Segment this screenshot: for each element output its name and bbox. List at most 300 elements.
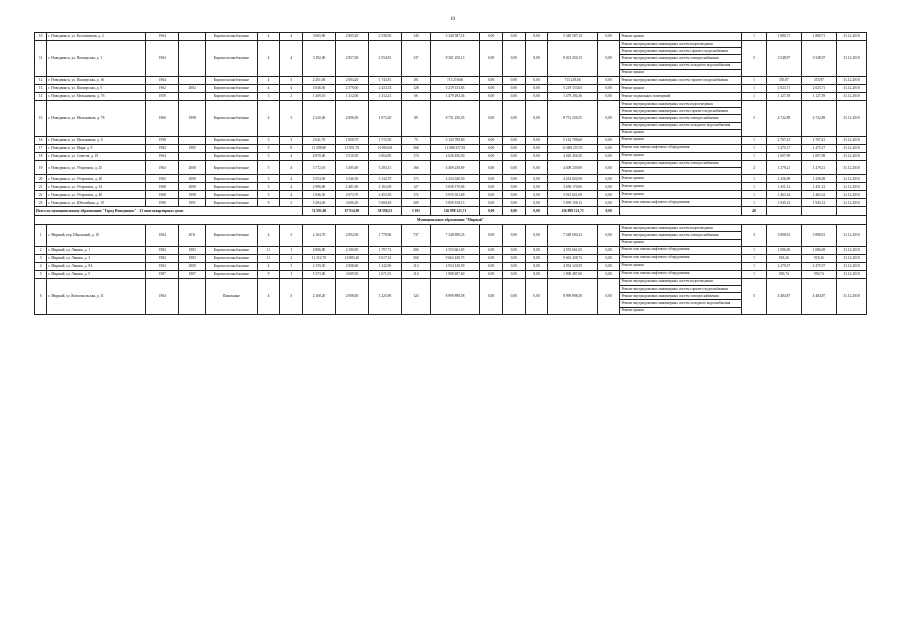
work-item: Ремонт подвальных помещений — [621, 93, 671, 98]
cell-own: 11 688 257,91 — [548, 144, 597, 152]
cell-cost: 4 409 239,69 — [430, 160, 479, 174]
cell-max: 1 279,21 — [801, 160, 836, 174]
cell-address: г. Новодвинск, ул. Юбилейная, д. 19 — [47, 199, 146, 207]
cell-c2: 0,00 — [502, 41, 525, 77]
cell-sp: 2 — [742, 160, 767, 174]
cell-floors: 5 — [257, 160, 280, 174]
cell-n: 23 — [35, 199, 47, 207]
work-item: Ремонт внутридомовых инженерных систем электроснабжения — [620, 232, 741, 239]
cell-a1: 2 986,80 — [303, 183, 336, 191]
cell-a3: 2 538,50 — [368, 33, 401, 41]
cell-c1: 0,00 — [480, 136, 503, 144]
cell-c5: 0,00 — [597, 160, 620, 174]
cell-rec: 2008 — [179, 160, 206, 174]
cell-ent: 3 — [280, 136, 303, 144]
cell-n: 21 — [35, 183, 47, 191]
cell-year: 1968 — [146, 191, 179, 199]
cell-rec — [179, 76, 206, 84]
cell-ent: 4 — [280, 191, 303, 199]
cell-n: 13 — [35, 84, 47, 92]
table-row — [35, 262, 867, 270]
cell-rec — [179, 152, 206, 160]
table-row — [35, 152, 867, 160]
cell-address: г. Новодвинск, ул. Пионерская, д. 16 — [47, 76, 146, 84]
cell-sp: 1 — [742, 136, 767, 144]
cell-wall: Кирпич шлакоблочные — [206, 92, 258, 100]
cell-rec: 2002 — [179, 84, 206, 92]
work-item: Ремонт внутридомовых инженерных систем горячего водоснабжения — [620, 48, 741, 55]
cell-max: 4 484,87 — [801, 278, 836, 314]
cell-own: 5 219 153,63 — [548, 84, 597, 92]
cell-c1: 0,00 — [480, 92, 503, 100]
cell-spec: 1 007,99 — [766, 152, 801, 160]
work-item: Ремонт внутридомовых инженерных систем холодного водоснабжения — [620, 123, 741, 130]
cell-sp: 1 — [742, 175, 767, 183]
cell-a2: 3 609,50 — [335, 270, 368, 278]
cell-a1: 3 065,90 — [303, 33, 336, 41]
cell-people: 140 — [401, 33, 430, 41]
cell-a2: 2 579,00 — [335, 84, 368, 92]
cell-c5: 0,00 — [597, 225, 620, 247]
cell-c1: 0,00 — [480, 246, 503, 254]
cell-people: 209 — [401, 199, 430, 207]
cell-c5: 0,00 — [597, 278, 620, 314]
cell-cost: 1 479 294,36 — [430, 92, 479, 100]
cell-a1: 2 168,20 — [303, 278, 336, 314]
work-list-cell — [620, 100, 742, 136]
work-list-cell — [620, 175, 742, 183]
cell-cost: 5 340 587,14 — [430, 33, 479, 41]
cell-max: 1 007,99 — [801, 152, 836, 160]
cell-year: 1960 — [146, 100, 179, 136]
cell-a1: 5 373,90 — [303, 270, 336, 278]
cell-spec: 1 880,71 — [766, 33, 801, 41]
work-item: Ремонт крыши — [621, 168, 645, 173]
cell-year: 1982 — [146, 144, 179, 152]
work-item: Ремонт крыши — [621, 175, 645, 180]
cell-date: 31.12.2018 — [836, 92, 866, 100]
cell-max: 1 475,17 — [801, 144, 836, 152]
cell-c3: 0,00 — [525, 183, 548, 191]
cell-max: 1 086,69 — [801, 246, 836, 254]
work-list-cell — [620, 262, 742, 270]
cell-c3: 0,00 — [525, 199, 548, 207]
cell-c5: 0,00 — [597, 76, 620, 84]
cell-c1: 0,00 — [480, 41, 503, 77]
cell-n: 16 — [35, 136, 47, 144]
cell-spec: 4 722,89 — [766, 100, 801, 136]
cell-year: 1964 — [146, 278, 179, 314]
cell-a1: 3 046,50 — [303, 84, 336, 92]
cell-wall: Кирпич шлакоблочные — [206, 41, 258, 77]
cell-c3: 0,00 — [525, 84, 548, 92]
cell-address: г. Новодвинск, ул. Пионерская, д. 1 — [47, 41, 146, 77]
cell-people: 110 — [401, 270, 430, 278]
work-item: Ремонт внутридомовых инженерных систем холодного водоснабжения — [620, 300, 741, 307]
cell-a1: 2 164,70 — [303, 225, 336, 247]
cell-c3: 0,00 — [525, 254, 548, 262]
cell-own: 1 908 487,60 — [548, 270, 597, 278]
cell-c1: 0,00 — [480, 183, 503, 191]
cell-sp: 5 — [742, 41, 767, 77]
cell-a2: 10 883,40 — [335, 254, 368, 262]
cell-ent: 3 — [280, 225, 303, 247]
cell-c5: 0,00 — [597, 33, 620, 41]
cell-year: 1962 — [146, 84, 179, 92]
cell-a2: 2 096,00 — [335, 100, 368, 136]
cell-spec: 1 256,09 — [766, 175, 801, 183]
work-item: Ремонт или замена лифтового оборудования — [621, 247, 690, 252]
cell-people: 66 — [401, 92, 430, 100]
cell-c2: 0,00 — [502, 246, 525, 254]
cell-a3: 5 617,33 — [368, 254, 401, 262]
work-list-cell — [620, 76, 742, 84]
cell-own: 9 662 438,73 — [548, 254, 597, 262]
cell-c3: 0,00 — [525, 136, 548, 144]
cell-people: 737 — [401, 225, 430, 247]
cell-c5: 0,00 — [597, 136, 620, 144]
cell-date: 31.12.2018 — [836, 199, 866, 207]
cell-date: 31.12.2018 — [836, 225, 866, 247]
cell-max: 918,26 — [801, 254, 836, 262]
total-c2: 0,00 — [502, 207, 525, 216]
cell-year: 1964 — [146, 152, 179, 160]
cell-floors: 3 — [257, 92, 280, 100]
cell-ent: 2 — [280, 254, 303, 262]
page-number: 10 — [450, 17, 455, 22]
cell-a2: 2 004,20 — [335, 76, 368, 84]
cell-ent: 4 — [280, 41, 303, 77]
cell-c1: 0,00 — [480, 199, 503, 207]
cell-date: 31.12.2018 — [836, 254, 866, 262]
cell-sp: 1 — [742, 191, 767, 199]
cell-cost: 8 301 250,13 — [430, 41, 479, 77]
cell-people: 124 — [401, 278, 430, 314]
cell-a3: 1 225,90 — [368, 278, 401, 314]
cell-c1: 0,00 — [480, 270, 503, 278]
cell-cost: 3 915 021,69 — [430, 191, 479, 199]
cell-sp: 1 — [742, 270, 767, 278]
work-item: Ремонт крыши — [621, 240, 645, 245]
work-item: Ремонт внутридомовых инженерных систем водоотведения — [620, 225, 741, 232]
cell-c3: 0,00 — [525, 41, 548, 77]
work-item: Ремонт внутридомовых инженерных систем горячего водоснабжения — [620, 286, 741, 293]
cell-sp: 1 — [742, 76, 767, 84]
work-item: Ремонт или замена лифтового оборудования — [621, 271, 690, 276]
cell-a3: 2 433,53 — [368, 84, 401, 92]
cell-rec — [179, 41, 206, 77]
cell-c1: 0,00 — [480, 33, 503, 41]
cell-a2: 3 495,00 — [335, 160, 368, 174]
cell-cost: 11 688 257,91 — [430, 144, 479, 152]
cell-c2: 0,00 — [502, 199, 525, 207]
cell-sp: 1 — [742, 33, 767, 41]
cell-wall: Кирпич шлакоблочные — [206, 191, 258, 199]
work-item: Ремонт внутридомовых инженерных систем водоотведения — [620, 41, 741, 48]
cell-spec: 1 086,69 — [766, 246, 801, 254]
cell-wall: Кирпич шлакоблочные — [206, 199, 258, 207]
cell-address: г. Новодвинск, ул. Уборевича, д. 28 — [47, 175, 146, 183]
cell-floors: 4 — [257, 41, 280, 77]
cell-sp: 1 — [742, 254, 767, 262]
cell-c3: 0,00 — [525, 262, 548, 270]
total-a1: 74 581,60 — [303, 207, 336, 216]
cell-people: 75 — [401, 136, 430, 144]
cell-own: 7 348 690,23 — [548, 225, 597, 247]
cell-own: 8 751 256,55 — [548, 100, 597, 136]
cell-sp: 1 — [742, 152, 767, 160]
cell-ent: 1 — [280, 246, 303, 254]
cell-address: г. Новодвинск, ул. Уборевича, д. 34 — [47, 183, 146, 191]
cell-a2: 2 092,00 — [335, 225, 368, 247]
cell-sp: 1 — [742, 183, 767, 191]
cell-a3: 1 671,91 — [368, 270, 401, 278]
work-item: Ремонт внутридомовых инженерных систем электроснабжения — [620, 161, 741, 168]
table-row — [35, 175, 867, 183]
register-sheet — [34, 32, 867, 315]
table-row — [35, 33, 867, 41]
cell-ent: 4 — [280, 84, 303, 92]
cell-n: 12 — [35, 76, 47, 84]
cell-year: 1963 — [146, 160, 179, 174]
table-row — [35, 278, 867, 314]
cell-wall: Кирпич шлакоблочные — [206, 152, 258, 160]
cell-a3: 3 068,49 — [368, 199, 401, 207]
cell-people: 166 — [401, 160, 430, 174]
cell-c1: 0,00 — [480, 144, 503, 152]
cell-spec: 918,26 — [766, 254, 801, 262]
cell-a3: 1 743,81 — [368, 76, 401, 84]
cell-people: 113 — [401, 262, 430, 270]
table-row — [35, 191, 867, 199]
cell-floors: 3 — [257, 136, 280, 144]
cell-n: 11 — [35, 41, 47, 77]
cell-ent: 3 — [280, 262, 303, 270]
work-list-cell — [620, 254, 742, 262]
cell-rec: 2011 — [179, 225, 206, 247]
work-item: Ремонт или замена лифтового оборудования — [621, 145, 690, 150]
cell-max: 1 127,59 — [801, 92, 836, 100]
cell-sp: 1 — [742, 246, 767, 254]
cell-own: 5 859 158,13 — [548, 199, 597, 207]
cell-year: 1982 — [146, 246, 179, 254]
table-row — [35, 160, 867, 174]
total-sp: 48 — [742, 207, 767, 216]
cell-n: 15 — [35, 100, 47, 136]
table-row — [35, 246, 867, 254]
cell-address: г. Мирный, ул. Ленина, д. 1 — [47, 246, 146, 254]
total-empty — [836, 207, 866, 216]
cell-a3: 3 064,90 — [368, 152, 401, 160]
work-list-cell — [620, 225, 742, 247]
cell-spec: 1 945,12 — [766, 199, 801, 207]
cell-own: 4 409 239,69 — [548, 160, 597, 174]
cell-date: 31.12.2018 — [836, 262, 866, 270]
cell-year: 1990 — [146, 199, 179, 207]
work-list-cell — [620, 84, 742, 92]
cell-c5: 0,00 — [597, 246, 620, 254]
cell-date: 31.12.2018 — [836, 41, 866, 77]
work-item: Ремонт внутридомовых инженерных систем водоотведения — [620, 101, 741, 108]
cell-n: 5 — [35, 270, 47, 278]
cell-c5: 0,00 — [597, 254, 620, 262]
cell-c2: 0,00 — [502, 100, 525, 136]
cell-cost: 1 908 487,60 — [430, 270, 479, 278]
cell-rec — [179, 33, 206, 41]
cell-cost: 5 219 153,63 — [430, 84, 479, 92]
cell-a3: 1 972,20 — [368, 100, 401, 136]
cell-address: г. Новодвинск, ул. Пионерская, д. 5 — [47, 84, 146, 92]
cell-rec — [179, 136, 206, 144]
cell-n: 17 — [35, 144, 47, 152]
cell-max: 355,87 — [801, 76, 836, 84]
cell-c3: 0,00 — [525, 175, 548, 183]
table-row — [35, 199, 867, 207]
cell-c1: 0,00 — [480, 84, 503, 92]
cell-address: г. Новодвинск, ул. Советов, д. 19 — [47, 152, 146, 160]
cell-n: 3 — [35, 254, 47, 262]
cell-cost: 4 254 020,50 — [430, 175, 479, 183]
cell-a2: 2 805,20 — [335, 33, 368, 41]
work-item: Ремонт внутридомовых инженерных систем электроснабжения — [620, 293, 741, 300]
work-item: Ремонт внутридомовых инженерных систем водоотведения — [620, 279, 741, 286]
cell-date: 31.12.2018 — [836, 278, 866, 314]
cell-year: 1964 — [146, 33, 179, 41]
cell-year: 1958 — [146, 136, 179, 144]
cell-spec: 1 451,12 — [766, 183, 801, 191]
cell-a2: 2 857,00 — [335, 41, 368, 77]
cell-spec: 1 127,59 — [766, 92, 801, 100]
table-row — [35, 41, 867, 77]
cell-wall: Кирпич шлакоблочные — [206, 262, 258, 270]
total-empty — [766, 207, 801, 216]
cell-own: 713 218,66 — [548, 76, 597, 84]
work-list-cell — [620, 183, 742, 191]
cell-address: г. Мирный, ул. Ленина, д. 9А — [47, 262, 146, 270]
cell-year: 1963 — [146, 262, 179, 270]
cell-sp: 1 — [742, 199, 767, 207]
cell-floors: 4 — [257, 84, 280, 92]
total-works — [620, 207, 742, 216]
cell-cost: 4 954 120,59 — [430, 262, 479, 270]
cell-a1: 2 201,00 — [303, 76, 336, 84]
cell-c3: 0,00 — [525, 144, 548, 152]
cell-max: 2 767,41 — [801, 136, 836, 144]
cell-address: г. Новодвинск, ул. Уборевича, д. 40 — [47, 191, 146, 199]
cell-wall: Кирпич шлакоблочные — [206, 84, 258, 92]
cell-c5: 0,00 — [597, 41, 620, 77]
cell-c1: 0,00 — [480, 262, 503, 270]
cell-date: 31.12.2018 — [836, 136, 866, 144]
work-list-cell — [620, 144, 742, 152]
cell-c1: 0,00 — [480, 100, 503, 136]
work-list-cell — [620, 92, 742, 100]
total-c1: 0,00 — [480, 207, 503, 216]
cell-sp: 1 — [742, 144, 767, 152]
cell-c1: 0,00 — [480, 225, 503, 247]
cell-a3: 1 342,90 — [368, 262, 401, 270]
cell-c5: 0,00 — [597, 152, 620, 160]
cell-people: 568 — [401, 254, 430, 262]
cell-c2: 0,00 — [502, 76, 525, 84]
cell-a1: 3 554,50 — [303, 175, 336, 183]
cell-a1: 5 294,20 — [303, 199, 336, 207]
cell-people: 137 — [401, 41, 430, 77]
work-item: Ремонт крыши — [621, 70, 645, 75]
cell-c3: 0,00 — [525, 92, 548, 100]
cell-a1: 1 469,10 — [303, 92, 336, 100]
cell-spec: 2 767,41 — [766, 136, 801, 144]
cell-c5: 0,00 — [597, 175, 620, 183]
cell-date: 31.12.2018 — [836, 76, 866, 84]
cell-year: 1968 — [146, 183, 179, 191]
cell-cost: 4 553 661,65 — [430, 246, 479, 254]
table-row — [35, 100, 867, 136]
cell-c3: 0,00 — [525, 191, 548, 199]
cell-c3: 0,00 — [525, 100, 548, 136]
cell-c2: 0,00 — [502, 278, 525, 314]
work-list-cell — [620, 33, 742, 41]
cell-c2: 0,00 — [502, 160, 525, 174]
cell-cost: 4 020 456,50 — [430, 152, 479, 160]
cell-year: 1963 — [146, 41, 179, 77]
cell-a3: 1 797,72 — [368, 246, 401, 254]
cell-a1: 4 886,80 — [303, 246, 336, 254]
cell-wall: Кирпич шлакоблочные — [206, 144, 258, 152]
work-item: Ремонт внутридомовых инженерных систем электроснабжения — [620, 115, 741, 122]
work-list-cell — [620, 136, 742, 144]
work-list-cell — [620, 278, 742, 314]
cell-sp: 1 — [742, 84, 767, 92]
cell-a1: 2 159,50 — [303, 262, 336, 270]
total-c3: 0,00 — [525, 207, 548, 216]
cell-c3: 0,00 — [525, 33, 548, 41]
cell-wall: Кирпич шлакоблочные — [206, 33, 258, 41]
cell-people: 127 — [401, 183, 430, 191]
cell-rec: 2008 — [179, 183, 206, 191]
cell-floors: 11 — [257, 246, 280, 254]
cell-year: 1987 — [146, 270, 179, 278]
cell-c2: 0,00 — [502, 191, 525, 199]
cell-a2: 4 190,90 — [335, 246, 368, 254]
cell-a2: 11 851,70 — [335, 144, 368, 152]
cell-address: г. Мирный, ул. Комсомольская, д. 11 — [47, 278, 146, 314]
cell-floors: 4 — [257, 278, 280, 314]
cell-spec: 355,87 — [766, 76, 801, 84]
cell-rec: 2009 — [179, 262, 206, 270]
cell-floors: 4 — [257, 76, 280, 84]
cell-wall: Кирпич шлакоблочные — [206, 100, 258, 136]
cell-c2: 0,00 — [502, 183, 525, 191]
cell-c5: 0,00 — [597, 199, 620, 207]
cell-a2: 2 008,00 — [335, 278, 368, 314]
cell-sp: 5 — [742, 100, 767, 136]
total-a3: 58 596,53 — [368, 207, 401, 216]
cell-people: 306 — [401, 246, 430, 254]
cell-wall: Кирпич шлакоблочные — [206, 246, 258, 254]
cell-date: 31.12.2018 — [836, 160, 866, 174]
cell-c2: 0,00 — [502, 225, 525, 247]
table-row — [35, 84, 867, 92]
work-list-cell — [620, 160, 742, 174]
work-item: Ремонт внутридомовых инженерных систем горячего водоснабжения — [620, 108, 741, 115]
cell-ent: 8 — [280, 144, 303, 152]
work-item: Ремонт крыши — [621, 33, 645, 38]
total-people: 3 101 — [401, 207, 430, 216]
cell-n: 20 — [35, 175, 47, 183]
cell-n: 4 — [35, 262, 47, 270]
cell-c2: 0,00 — [502, 262, 525, 270]
